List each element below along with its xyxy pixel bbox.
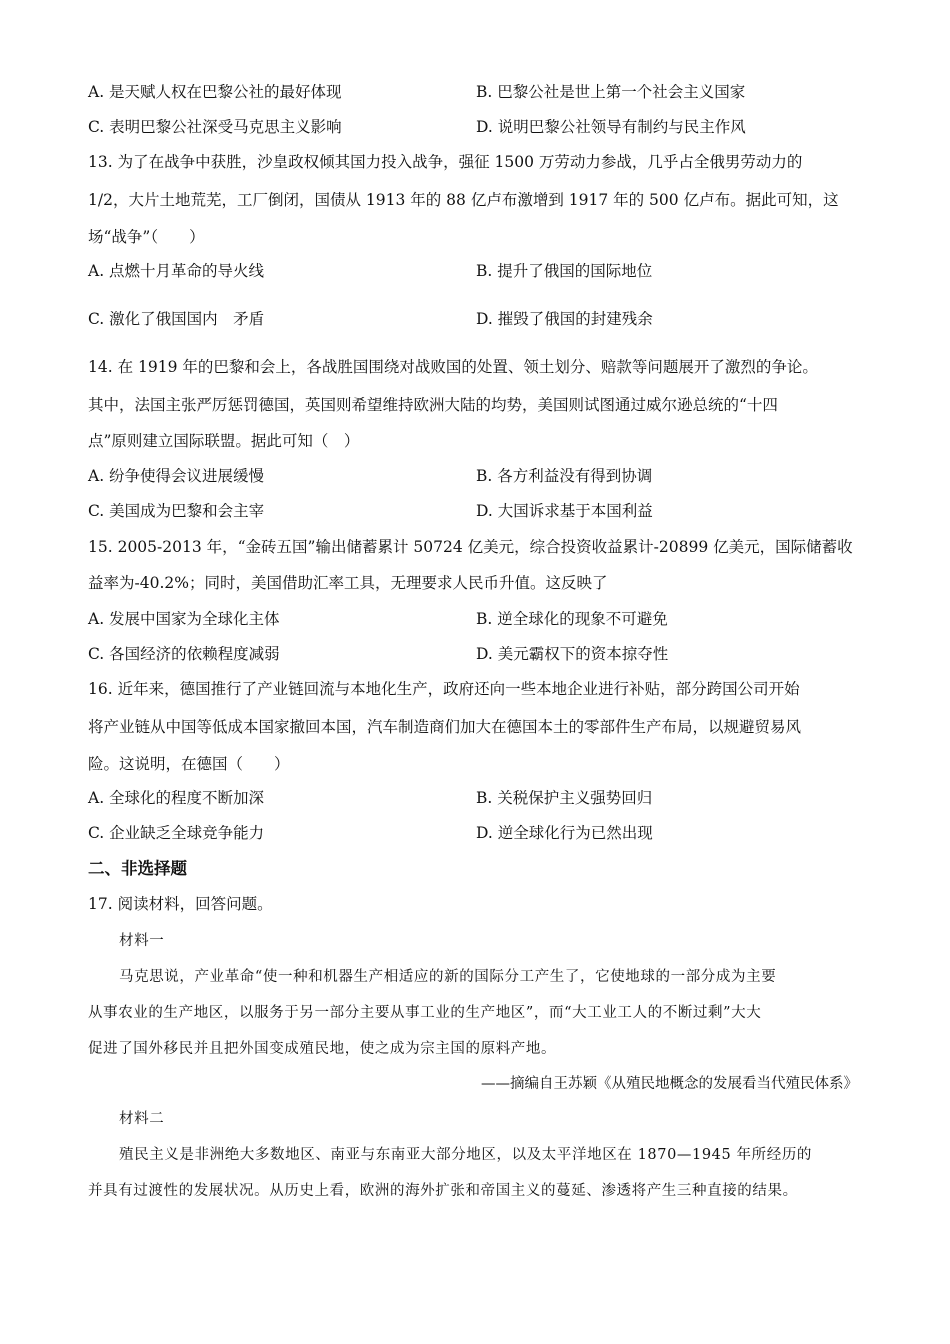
q15-option-d[interactable]: D. 美元霸权下的资本掠夺性 — [476, 645, 669, 663]
q14-option-a[interactable]: A. 纷争使得会议进展缓慢 — [88, 467, 265, 485]
q16-option-d[interactable]: D. 逆全球化行为已然出现 — [476, 824, 653, 842]
q14-option-d[interactable]: D. 大国诉求基于本国利益 — [476, 502, 653, 520]
q12-option-b[interactable]: B. 巴黎公社是世上第一个社会主义国家 — [476, 83, 746, 101]
material-1-line-3: 促进了国外移民并且把外国变成殖民地，使之成为宗主国的原料产地。 — [88, 1041, 557, 1057]
q13-stem-line-3: 场“战争”（ ） — [88, 228, 205, 246]
material-1-label: 材料一 — [119, 933, 165, 949]
q13-stem-line-2: 1/2，大片土地荒芜，工厂倒闭，国债从 1913 年的 88 亿卢布激增到 1917 年的 500 亿卢布。据此可知，这 — [88, 191, 839, 209]
material-2-line-1: 殖民主义是非洲绝大多数地区、南亚与东南亚大部分地区，以及太平洋地区在 1870—1945 年所经历的 — [119, 1147, 813, 1163]
q14-stem-line-3: 点”原则建立国际联盟。据此可知（ ） — [88, 432, 360, 450]
q12-option-a[interactable]: A. 是天赋人权在巴黎公社的最好体现 — [88, 83, 342, 101]
q15-stem-line-2: 益率为-40.2%；同时，美国借助汇率工具，无理要求人民币升值。这反映了 — [88, 574, 608, 592]
q16-stem-line-2: 将产业链从中国等低成本国家撤回本国，汽车制造商们加大在德国本土的零部件生产布局，以规避贸易风 — [88, 718, 802, 736]
q12-option-c[interactable]: C. 表明巴黎公社深受马克思主义影响 — [88, 118, 342, 136]
section-heading: 二、非选择题 — [88, 859, 187, 878]
q13-option-b[interactable]: B. 提升了俄国的国际地位 — [476, 262, 653, 280]
material-2-label: 材料二 — [119, 1111, 165, 1127]
material-1-line-2: 从事农业的生产地区，以服务于另一部分主要从事工业的生产地区”，而“大工业工人的不断过剩”大大 — [88, 1005, 762, 1021]
q13-option-c[interactable]: C. 激化了俄国国内 矛盾 — [88, 310, 265, 328]
q15-option-a[interactable]: A. 发展中国家为全球化主体 — [88, 610, 280, 628]
q16-stem-line-3: 险。这说明，在德国（ ） — [88, 755, 290, 773]
q14-option-c[interactable]: C. 美国成为巴黎和会主宰 — [88, 502, 265, 520]
material-1-source: ——摘编自王苏颖《从殖民地概念的发展看当代殖民体系》 — [481, 1076, 858, 1092]
q16-option-b[interactable]: B. 关税保护主义强势回归 — [476, 789, 653, 807]
q12-option-d[interactable]: D. 说明巴黎公社领导有制约与民主作风 — [476, 118, 746, 136]
q13-option-d[interactable]: D. 摧毁了俄国的封建残余 — [476, 310, 653, 328]
q16-option-c[interactable]: C. 企业缺乏全球竞争能力 — [88, 824, 265, 842]
q13-option-a[interactable]: A. 点燃十月革命的导火线 — [88, 262, 265, 280]
q15-option-b[interactable]: B. 逆全球化的现象不可避免 — [476, 610, 668, 628]
q14-stem-line-1: 14. 在 1919 年的巴黎和会上，各战胜国围绕对战败国的处置、领土划分、赔款等问题展开了激烈的争论。 — [88, 358, 818, 376]
q14-option-b[interactable]: B. 各方利益没有得到协调 — [476, 467, 653, 485]
q14-stem-line-2: 其中，法国主张严厉惩罚德国，英国则希望维持欧洲大陆的均势，美国则试图通过威尔逊总统的“十四 — [88, 396, 778, 414]
material-2-line-2: 并具有过渡性的发展状况。从历史上看，欧洲的海外扩张和帝国主义的蔓延、渗透将产生三种直接的结果。 — [88, 1183, 798, 1199]
q16-stem-line-1: 16. 近年来，德国推行了产业链回流与本地化生产，政府还向一些本地企业进行补贴，部分跨国公司开始 — [88, 680, 800, 698]
material-1-line-1: 马克思说，产业革命“使一种和机器生产相适应的新的国际分工产生了，它使地球的一部分成为主要 — [119, 969, 777, 985]
q16-option-a[interactable]: A. 全球化的程度不断加深 — [88, 789, 265, 807]
q15-stem-line-1: 15. 2005-2013 年，“金砖五国”输出储蓄累计 50724 亿美元，综合投资收益累计-20899 亿美元，国际储蓄收 — [88, 538, 853, 556]
q17-stem: 17. 阅读材料，回答问题。 — [88, 895, 273, 913]
q15-option-c[interactable]: C. 各国经济的依赖程度减弱 — [88, 645, 280, 663]
q13-stem-line-1: 13. 为了在战争中获胜，沙皇政权倾其国力投入战争，强征 1500 万劳动力参战，几乎占全俄男劳动力的 — [88, 153, 803, 171]
